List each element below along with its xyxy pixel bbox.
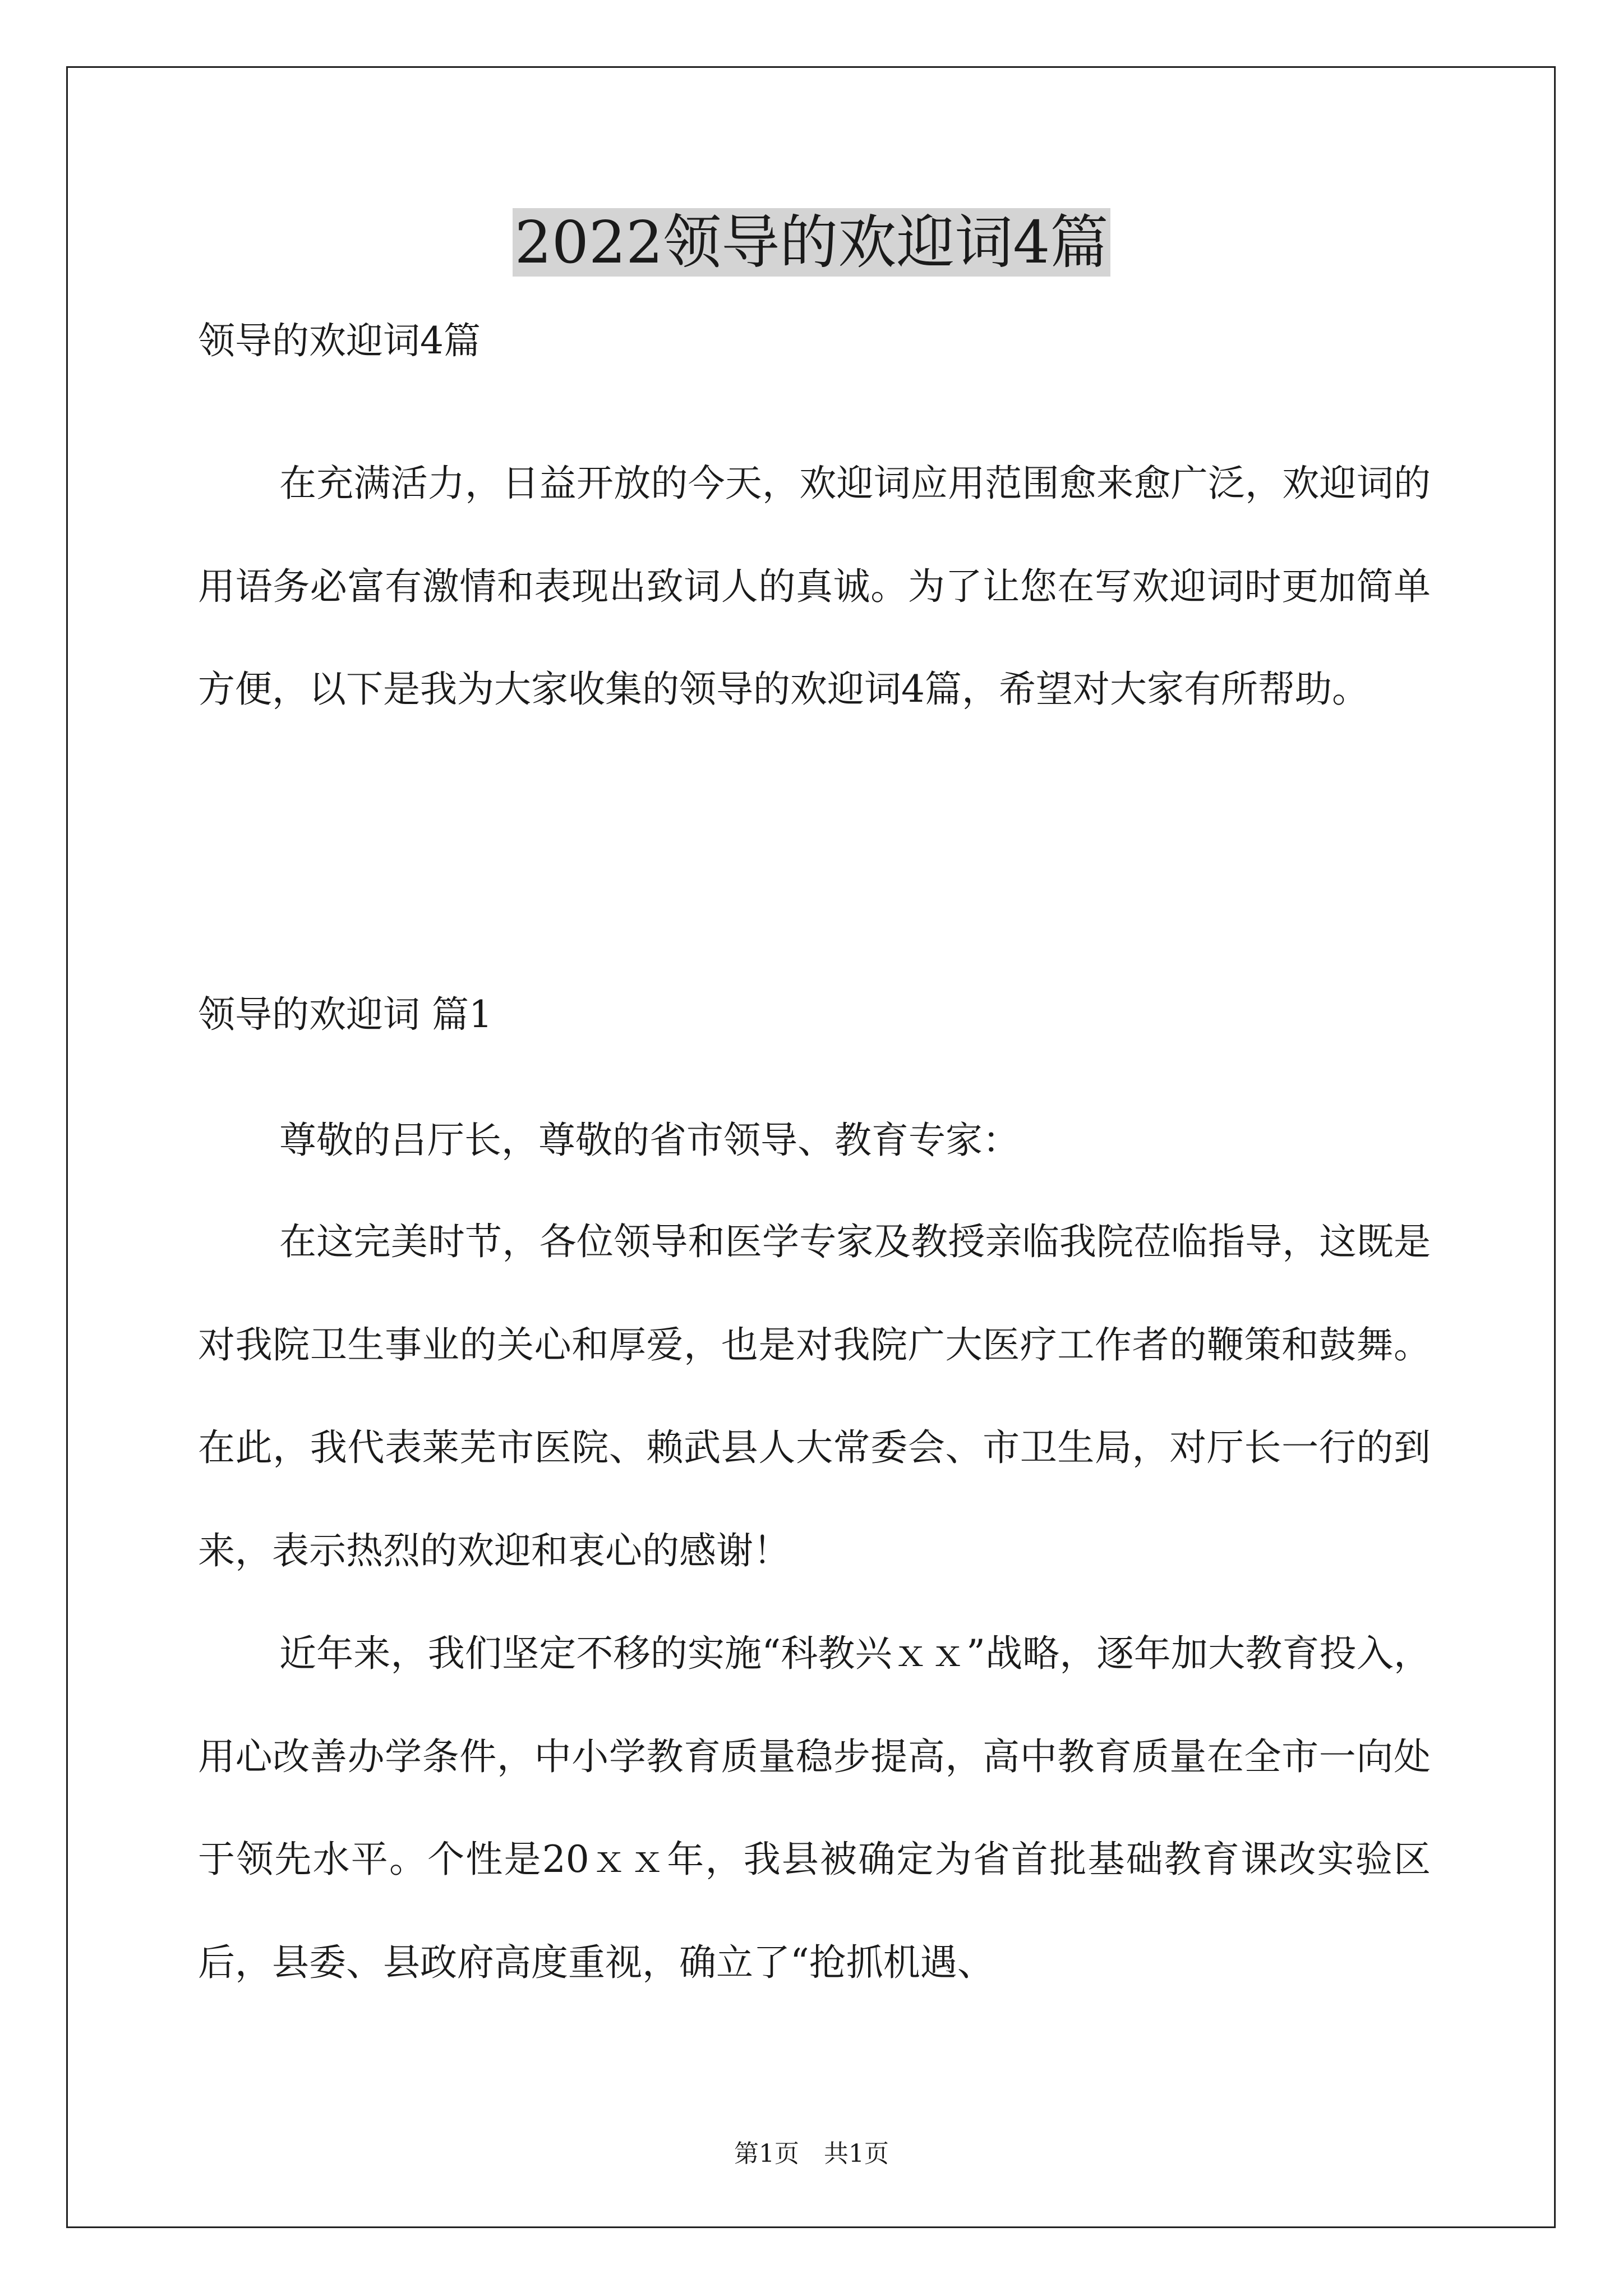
document-title [0,203,1623,282]
paragraph-greeting: 尊敬的吕厅长，尊敬的省市领导、教育专家： [279,1119,1020,1162]
paragraph-welcome: 在这完美时节，各位领导和医学专家及教授亲临我院莅临指导，这既是对我院卫生事业的关心和厚爱，也是对我院广大医疗工作者的鞭策和鼓舞。在此，我代表莱芜市医院、赖武县人大常委会、市卫生局，对厅长一行的到来，表示热烈的欢迎和衷心的感谢！ [198,1220,1431,1572]
document-title-text: 2022领导的欢迎词4篇 [513,208,1111,277]
paragraph-education: 近年来，我们坚定不移的实施“科教兴ｘｘ”战略，逐年加大教育投入，用心改善办学条件，中小学教育质量稳步提高，高中教育质量在全市一向处于领先水平。个性是20ｘｘ年，我县被确定为省首批基础教育课改实验区后，县委、县政府高度重视，确立了“抢抓机遇、 [198,1632,1431,1984]
section-heading: 领导的欢迎词 篇1 [198,993,492,1036]
document-subtitle: 领导的欢迎词4篇 [198,319,481,362]
page-footer: 第1页 共1页 [734,2139,889,2168]
intro-paragraph: 在充满活力，日益开放的今天，欢迎词应用范围愈来愈广泛，欢迎词的用语务必富有激情和表现出致词人的真诚。为了让您在写欢迎词时更加简单方便，以下是我为大家收集的领导的欢迎词4篇，希望对大家有所帮助。 [198,462,1431,711]
